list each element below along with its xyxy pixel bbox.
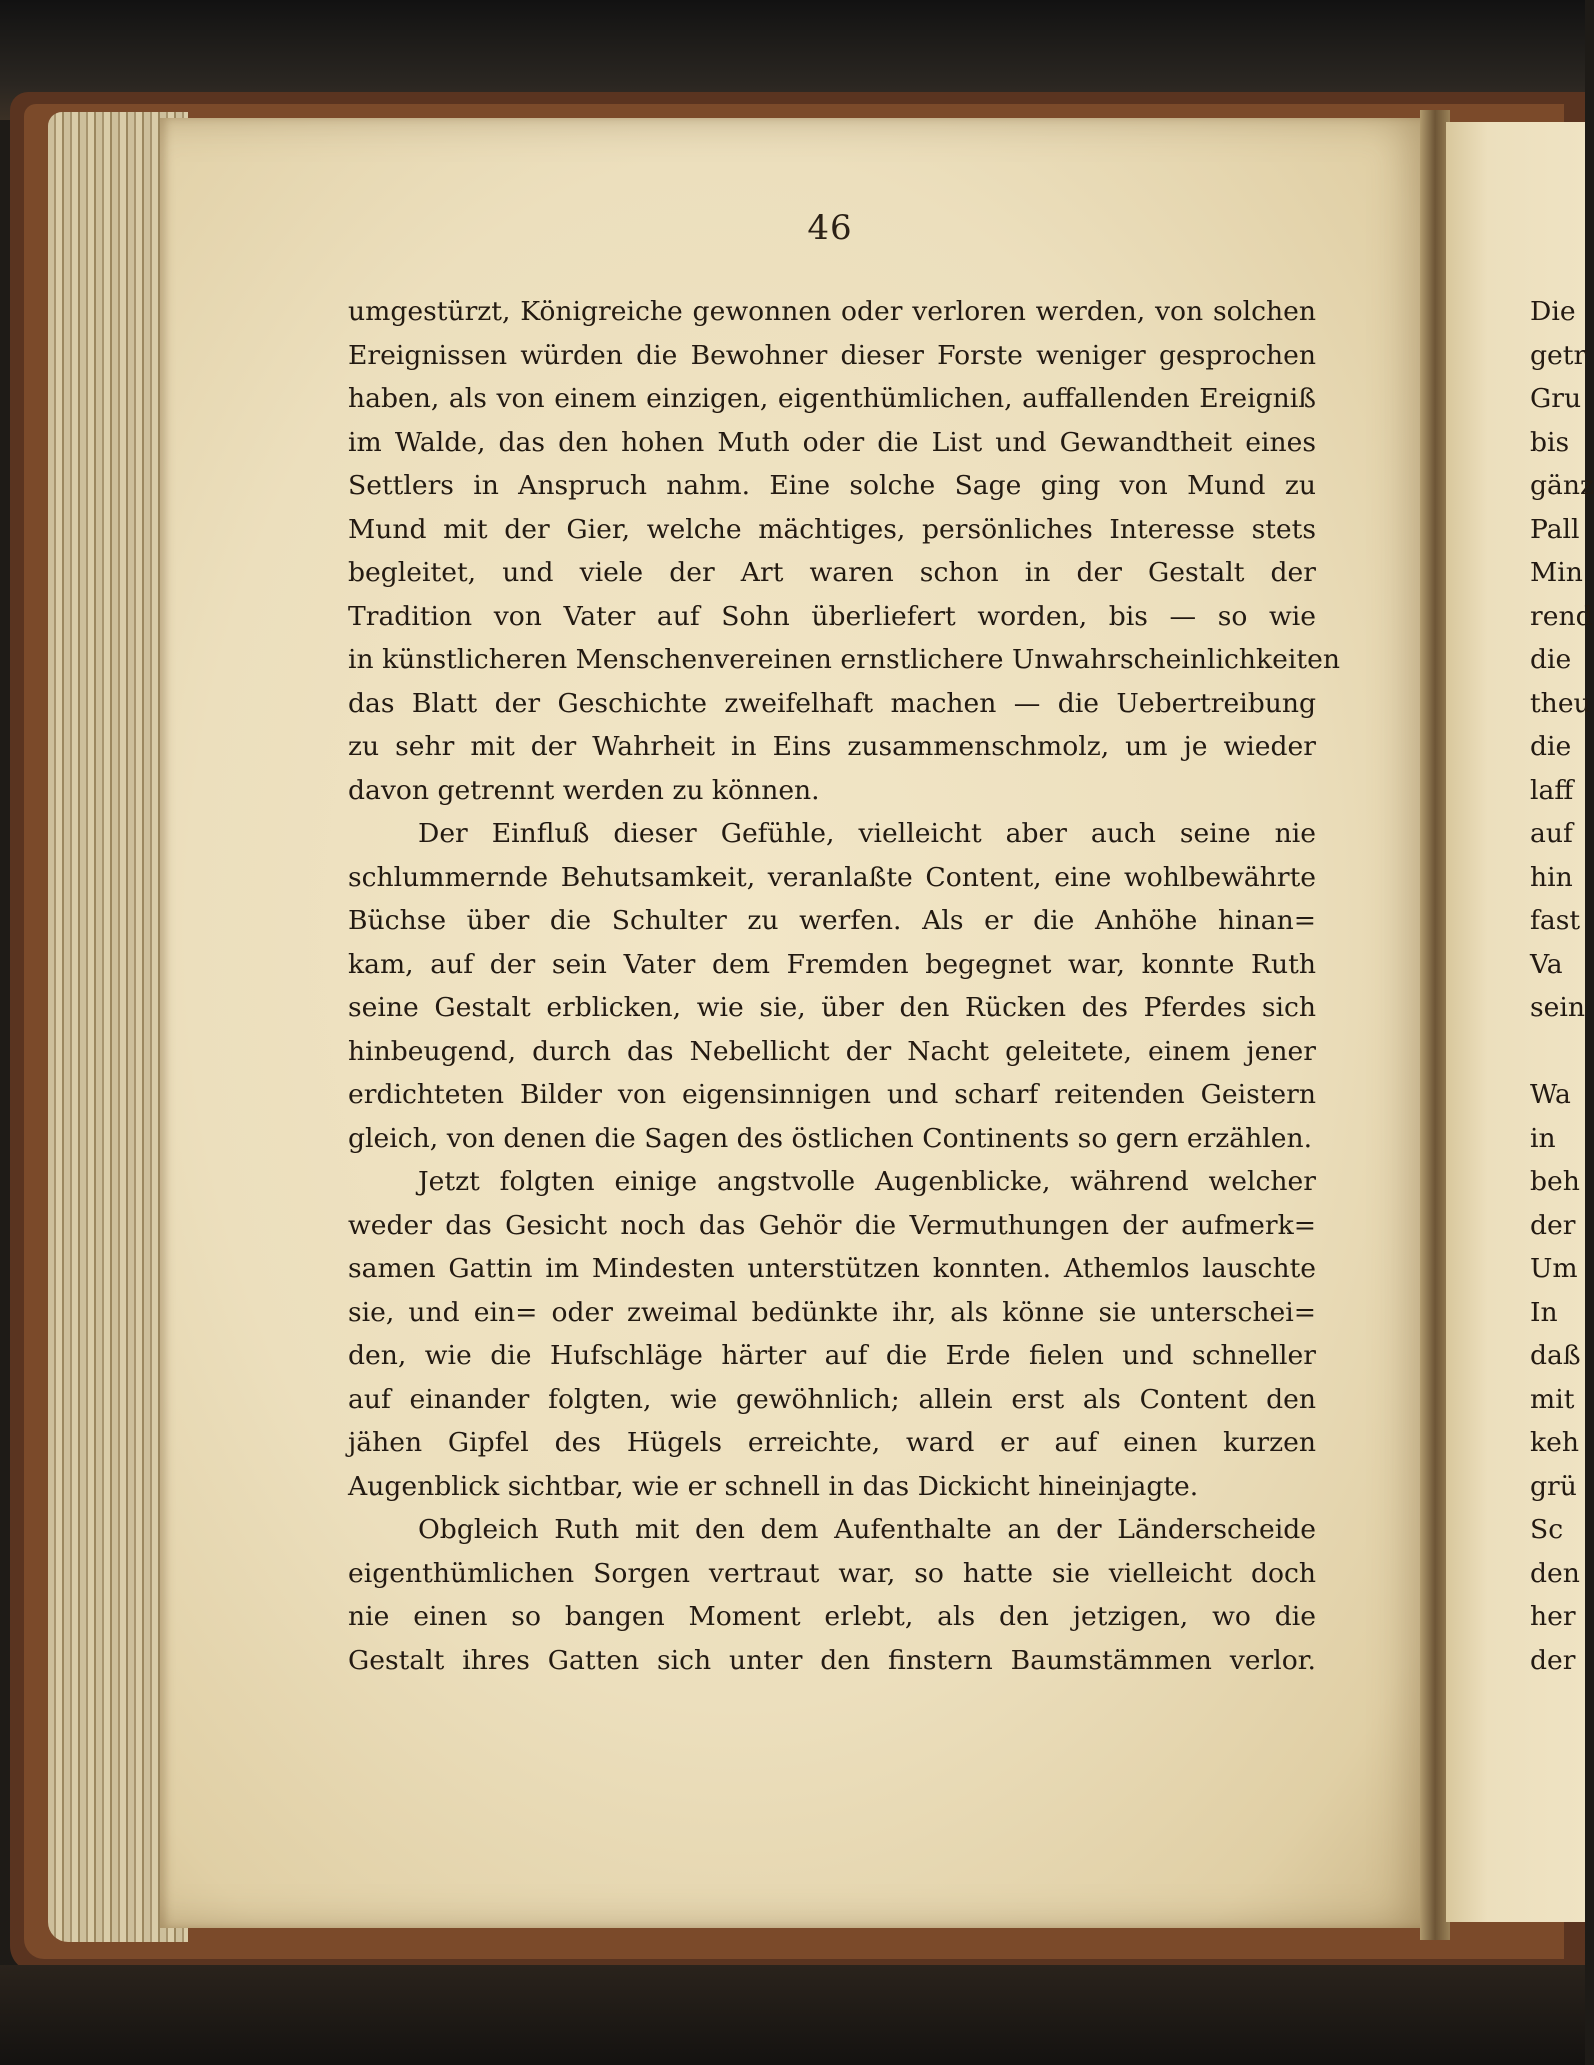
- text-line: Jetzt folgten einige angstvolle Augenblicke, während welcher: [418, 1166, 1316, 1197]
- text-line: schlummernde Behutsamkeit, veranlaßte Content, eine wohlbewährte: [348, 861, 1316, 893]
- text-line: seine Gestalt erblicken, wie sie, über den Rücken des Pferdes sich: [348, 992, 1316, 1023]
- text-line: davon getrennt werden zu können.: [348, 774, 820, 806]
- text-line: Gestalt ihres Gatten sich unter den finstern Baumstämmen verlor.: [348, 1644, 1316, 1676]
- text-line: Mund mit der Gier, welche mächtiges, persönliches Interesse stets: [348, 513, 1316, 545]
- right-text-fragment: theu: [1530, 687, 1591, 719]
- text-line: erdichteten Bilder von eigensinnigen und scharf reitenden Geistern: [348, 1079, 1316, 1110]
- text-line: das Blatt der Geschichte zweifelhaft machen — die Uebertreibung: [348, 687, 1316, 719]
- right-text-fragment: gänz: [1530, 470, 1594, 501]
- right-text-fragment: fast: [1530, 905, 1581, 936]
- page-number: 46: [807, 208, 853, 248]
- text-line: kam, auf der sein Vater dem Fremden begegnet war, konnte Ruth: [348, 948, 1316, 980]
- text-line: gleich, von denen die Sagen des östlichen Continents so gern erzählen.: [348, 1122, 1313, 1154]
- right-text-fragment: beh: [1530, 1166, 1580, 1197]
- right-text-fragment: hin: [1530, 861, 1573, 893]
- left-page-text: [348, 290, 1340, 1682]
- right-text-fragment: keh: [1530, 1427, 1579, 1458]
- right-text-fragment: den: [1530, 1557, 1580, 1589]
- right-text-fragment: Die: [1530, 296, 1576, 327]
- right-text-fragment: Pall: [1530, 513, 1580, 545]
- text-line: Ereignissen würden die Bewohner dieser Forste weniger gesprochen: [348, 339, 1316, 371]
- right-page-text: [1530, 290, 1594, 1682]
- right-text-fragment: der: [1530, 1644, 1576, 1676]
- text-line: begleitet, und viele der Art waren schon in der Gestalt der: [348, 557, 1316, 588]
- text-line: weder das Gesicht noch das Gehör die Vermuthungen der aufmerk=: [348, 1209, 1316, 1241]
- text-line: Tradition von Vater auf Sohn überliefert worden, bis — so wie: [348, 600, 1316, 632]
- text-line: jähen Gipfel des Hügels erreichte, ward er auf einen kurzen: [348, 1427, 1316, 1458]
- text-line: samen Gattin im Mindesten unterstützen konnten. Athemlos lauschte: [348, 1253, 1316, 1284]
- right-text-fragment: Sc: [1530, 1514, 1564, 1545]
- text-line: nie einen so bangen Moment erlebt, als den jetzigen, wo die: [348, 1601, 1316, 1632]
- text-line: in künstlicheren Menschenvereinen ernstlichere Unwahrscheinlichkeiten: [348, 644, 1340, 675]
- right-text-fragment: getr: [1530, 339, 1587, 371]
- text-line: Settlers in Anspruch nahm. Eine solche Sage ging von Mund zu: [348, 470, 1316, 501]
- right-text-fragment: die: [1530, 731, 1572, 762]
- text-line: haben, als von einem einzigen, eigenthümlichen, auffallenden Ereigniß: [348, 383, 1316, 414]
- right-text-fragment: die: [1530, 644, 1572, 675]
- right-text-fragment: Gru: [1530, 383, 1582, 414]
- right-text-fragment: rend: [1530, 600, 1593, 632]
- right-text-fragment: Wa: [1530, 1079, 1571, 1110]
- right-text-fragment: daß: [1530, 1340, 1581, 1371]
- right-text-fragment: grü: [1530, 1470, 1577, 1502]
- text-line: Büchse über die Schulter zu werfen. Als er die Anhöhe hinan=: [348, 905, 1316, 936]
- right-text-fragment: der: [1530, 1209, 1576, 1241]
- right-text-fragment: In: [1530, 1296, 1558, 1328]
- right-text-fragment: bis: [1530, 426, 1570, 458]
- right-text-fragment: mit: [1530, 1383, 1575, 1415]
- right-text-fragment: sein: [1530, 992, 1586, 1023]
- background-bottom: [0, 1965, 1585, 2065]
- text-line: auf einander folgten, wie gewöhnlich; allein erst als Content den: [348, 1383, 1316, 1415]
- right-text-fragment: auf: [1530, 818, 1573, 849]
- text-line: zu sehr mit der Wahrheit in Eins zusammenschmolz, um je wieder: [348, 731, 1316, 762]
- right-text-fragment: in: [1530, 1122, 1556, 1154]
- text-line: sie, und ein= oder zweimal bedünkte ihr, als könne sie unterschei=: [348, 1296, 1316, 1328]
- text-line: eigenthümlichen Sorgen vertraut war, so hatte sie vielleicht doch: [348, 1557, 1316, 1589]
- text-line: Augenblick sichtbar, wie er schnell in das Dickicht hineinjagte.: [348, 1470, 1199, 1502]
- text-line: im Walde, das den hohen Muth oder die List und Gewandtheit eines: [348, 426, 1316, 458]
- right-text-fragment: Um: [1530, 1253, 1578, 1284]
- right-text-fragment: Va: [1530, 948, 1563, 980]
- text-line: Der Einfluß dieser Gefühle, vielleicht aber auch seine nie: [418, 818, 1316, 849]
- text-line: hinbeugend, durch das Nebellicht der Nacht geleitete, einem jener: [348, 1035, 1316, 1067]
- text-line: den, wie die Hufschläge härter auf die Erde fielen und schneller: [348, 1340, 1316, 1371]
- right-text-fragment: her: [1530, 1601, 1576, 1632]
- right-text-fragment: Min: [1530, 557, 1583, 588]
- right-text-fragment: laff: [1530, 774, 1574, 806]
- text-line: umgestürzt, Königreiche gewonnen oder verloren werden, von solchen: [348, 296, 1316, 327]
- text-line: Obgleich Ruth mit den dem Aufenthalte an der Länderscheide: [418, 1514, 1316, 1545]
